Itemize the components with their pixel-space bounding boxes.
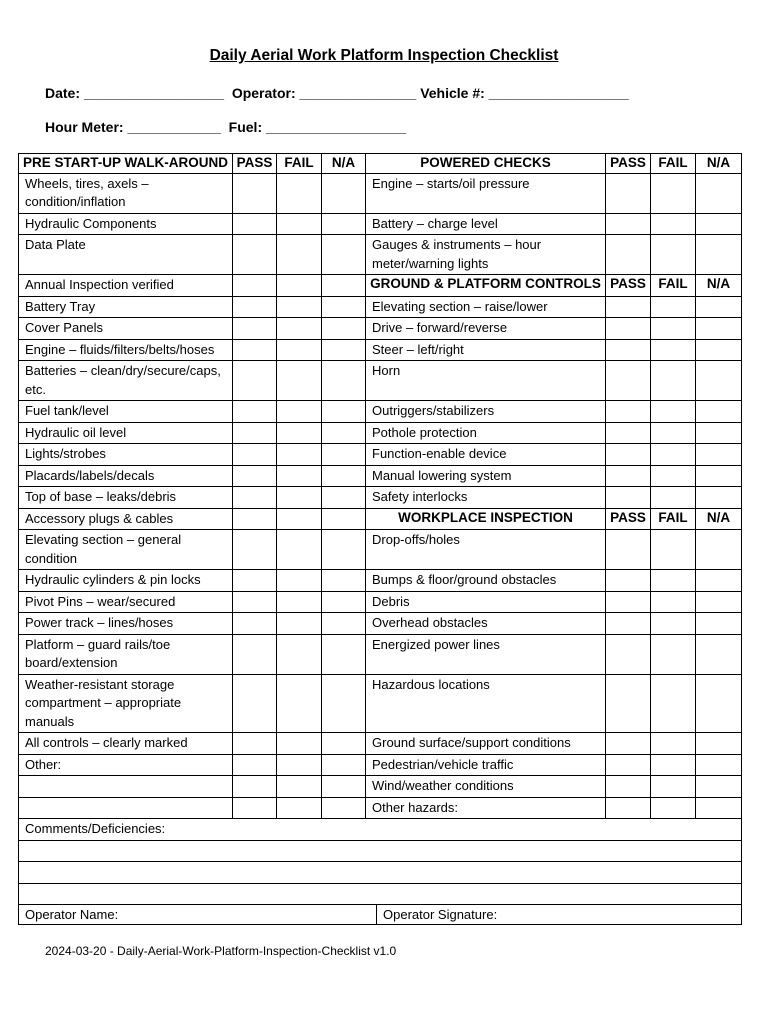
pass-header: PASS — [606, 154, 651, 174]
table-row — [19, 591, 742, 613]
workplace-header: WORKPLACE INSPECTION — [366, 508, 606, 530]
left-pass-box[interactable] — [233, 776, 277, 798]
right-na-box[interactable] — [696, 487, 742, 509]
left-pass-box[interactable] — [233, 296, 277, 318]
right-na-box[interactable] — [696, 634, 742, 674]
left-fail-box[interactable] — [277, 465, 322, 487]
fail-header: FAIL — [277, 154, 322, 174]
left-fail-box[interactable] — [277, 401, 322, 423]
right-fail-box[interactable] — [651, 754, 696, 776]
right-na-box[interactable] — [696, 361, 742, 401]
table-row — [19, 570, 742, 592]
left-fail-box[interactable] — [277, 570, 322, 592]
right-item-label: Outriggers/stabilizers — [366, 401, 606, 423]
left-pass-box[interactable] — [233, 570, 277, 592]
left-fail-box[interactable] — [277, 733, 322, 755]
right-pass-box[interactable] — [606, 674, 651, 733]
left-na-box[interactable] — [322, 613, 366, 635]
left-na-box[interactable] — [322, 776, 366, 798]
ground-platform-header: GROUND & PLATFORM CONTROLS — [366, 275, 606, 297]
left-na-box[interactable] — [322, 530, 366, 570]
right-item-label: Drop-offs/holes — [366, 530, 606, 570]
comments-line — [19, 862, 742, 884]
right-na-box[interactable] — [696, 401, 742, 423]
right-item-label: Horn — [366, 361, 606, 401]
left-na-box[interactable] — [322, 318, 366, 340]
left-pass-box[interactable] — [233, 422, 277, 444]
right-fail-box[interactable] — [651, 465, 696, 487]
left-na-box[interactable] — [322, 733, 366, 755]
left-item-label: Hydraulic oil level — [19, 422, 233, 444]
document-footer: 2024-03-20 - Daily-Aerial-Work-Platform-Inspection-Checklist v1.0 — [45, 944, 397, 958]
right-item-label: Engine – starts/oil pressure — [366, 173, 606, 213]
right-na-box[interactable] — [696, 591, 742, 613]
right-item-label: Wind/weather conditions — [366, 776, 606, 798]
na-header: N/A — [322, 154, 366, 174]
right-fail-box[interactable] — [651, 401, 696, 423]
table-row — [19, 422, 742, 444]
right-na-box[interactable] — [696, 465, 742, 487]
right-pass-box[interactable] — [606, 530, 651, 570]
signature-row — [19, 905, 742, 925]
right-item-label: Hazardous locations — [366, 674, 606, 733]
table-row — [19, 674, 742, 733]
left-na-box[interactable] — [322, 422, 366, 444]
comments-input-line[interactable] — [19, 840, 742, 862]
left-pass-box[interactable] — [233, 235, 277, 275]
left-item-label: Accessory plugs & cables — [19, 508, 233, 530]
right-fail-box[interactable] — [651, 444, 696, 466]
table-row — [19, 213, 742, 235]
left-fail-box[interactable] — [277, 754, 322, 776]
left-fail-box[interactable] — [277, 173, 322, 213]
right-na-box[interactable] — [696, 339, 742, 361]
right-pass-box[interactable] — [606, 634, 651, 674]
left-na-box[interactable] — [322, 361, 366, 401]
left-na-box[interactable] — [322, 754, 366, 776]
table-row — [19, 733, 742, 755]
right-item-label: Pedestrian/vehicle traffic — [366, 754, 606, 776]
left-pass-box[interactable] — [233, 797, 277, 819]
right-fail-box[interactable] — [651, 235, 696, 275]
right-item-label: Other hazards: — [366, 797, 606, 819]
comments-label: Comments/Deficiencies: — [19, 819, 742, 841]
right-pass-box[interactable] — [606, 465, 651, 487]
left-item-label: Annual Inspection verified — [19, 275, 233, 297]
table-row — [19, 235, 742, 275]
signature-table — [18, 904, 742, 925]
table-row — [19, 401, 742, 423]
table-header-row — [19, 154, 742, 174]
left-na-box[interactable] — [322, 275, 366, 297]
right-pass-box[interactable] — [606, 776, 651, 798]
left-fail-box[interactable] — [277, 275, 322, 297]
left-fail-box[interactable] — [277, 776, 322, 798]
header-fields-row-2 — [45, 119, 406, 135]
left-item-label: Top of base – leaks/debris — [19, 487, 233, 509]
left-pass-box[interactable] — [233, 401, 277, 423]
table-row — [19, 275, 742, 297]
right-item-label: Gauges & instruments – hour meter/warning lights — [366, 235, 606, 275]
checklist-table — [18, 153, 742, 905]
right-fail-box[interactable] — [651, 634, 696, 674]
right-fail-box[interactable] — [651, 422, 696, 444]
left-fail-box[interactable] — [277, 508, 322, 530]
comments-line — [19, 840, 742, 862]
na-header: N/A — [696, 508, 742, 530]
left-na-box[interactable] — [322, 401, 366, 423]
left-item-label: Fuel tank/level — [19, 401, 233, 423]
table-row — [19, 487, 742, 509]
table-row — [19, 613, 742, 635]
right-na-box[interactable] — [696, 444, 742, 466]
left-pass-box[interactable] — [233, 591, 277, 613]
comments-line — [19, 883, 742, 905]
right-fail-box[interactable] — [651, 318, 696, 340]
right-item-label: Energized power lines — [366, 634, 606, 674]
left-item-label: Cover Panels — [19, 318, 233, 340]
table-row — [19, 634, 742, 674]
left-pass-box[interactable] — [233, 465, 277, 487]
left-item-label: Weather-resistant storage compartment – appropriate manuals — [19, 674, 233, 733]
left-fail-box[interactable] — [277, 444, 322, 466]
left-item-label: Hydraulic cylinders & pin locks — [19, 570, 233, 592]
operator-name-field[interactable]: Operator Name: — [19, 905, 377, 925]
left-fail-box[interactable] — [277, 361, 322, 401]
document-title: Daily Aerial Work Platform Inspection Checklist — [209, 47, 559, 64]
operator-signature-field[interactable]: Operator Signature: — [377, 905, 742, 925]
table-row — [19, 508, 742, 530]
left-fail-box[interactable] — [277, 235, 322, 275]
left-na-box[interactable] — [322, 296, 366, 318]
left-pass-box[interactable] — [233, 275, 277, 297]
left-fail-box[interactable] — [277, 797, 322, 819]
hour-meter-field[interactable]: Hour Meter: ____________ — [45, 119, 221, 135]
comments-input-line[interactable] — [19, 862, 742, 884]
left-na-box[interactable] — [322, 339, 366, 361]
left-na-box[interactable] — [322, 444, 366, 466]
right-item-label: Steer – left/right — [366, 339, 606, 361]
right-pass-box[interactable] — [606, 173, 651, 213]
right-fail-box[interactable] — [651, 361, 696, 401]
right-pass-box[interactable] — [606, 401, 651, 423]
left-fail-box[interactable] — [277, 296, 322, 318]
fuel-field[interactable]: Fuel: __________________ — [228, 119, 407, 135]
left-pass-box[interactable] — [233, 173, 277, 213]
right-pass-box[interactable] — [606, 487, 651, 509]
left-item-label: Elevating section – general condition — [19, 530, 233, 570]
left-pass-box[interactable] — [233, 487, 277, 509]
right-pass-box[interactable] — [606, 339, 651, 361]
left-item-label — [19, 797, 233, 819]
right-na-box[interactable] — [696, 422, 742, 444]
right-fail-box[interactable] — [651, 613, 696, 635]
right-na-box[interactable] — [696, 213, 742, 235]
fail-header: FAIL — [651, 154, 696, 174]
left-fail-box[interactable] — [277, 318, 322, 340]
right-pass-box[interactable] — [606, 591, 651, 613]
left-pass-box[interactable] — [233, 339, 277, 361]
left-item-label: Hydraulic Components — [19, 213, 233, 235]
left-pass-box[interactable] — [233, 754, 277, 776]
right-item-label: Overhead obstacles — [366, 613, 606, 635]
table-row — [19, 776, 742, 798]
right-fail-box[interactable] — [651, 733, 696, 755]
left-pass-box[interactable] — [233, 508, 277, 530]
left-na-box[interactable] — [322, 591, 366, 613]
vehicle-field[interactable]: Vehicle #: __________________ — [420, 85, 629, 101]
right-pass-box[interactable] — [606, 733, 651, 755]
left-item-label: Other: — [19, 754, 233, 776]
right-fail-box[interactable] — [651, 570, 696, 592]
left-item-label: All controls – clearly marked — [19, 733, 233, 755]
left-fail-box[interactable] — [277, 213, 322, 235]
right-item-label: Debris — [366, 591, 606, 613]
right-fail-box[interactable] — [651, 591, 696, 613]
table-row — [19, 296, 742, 318]
left-fail-box[interactable] — [277, 591, 322, 613]
pass-header: PASS — [606, 275, 651, 297]
right-fail-box[interactable] — [651, 173, 696, 213]
left-pass-box[interactable] — [233, 444, 277, 466]
right-item-label: Drive – forward/reverse — [366, 318, 606, 340]
right-fail-box[interactable] — [651, 296, 696, 318]
left-fail-box[interactable] — [277, 634, 322, 674]
right-na-box[interactable] — [696, 754, 742, 776]
left-item-label: Data Plate — [19, 235, 233, 275]
pre-start-header: PRE START-UP WALK-AROUND — [19, 154, 233, 174]
right-na-box[interactable] — [696, 613, 742, 635]
left-na-box[interactable] — [322, 570, 366, 592]
right-fail-box[interactable] — [651, 530, 696, 570]
right-pass-box[interactable] — [606, 235, 651, 275]
left-pass-box[interactable] — [233, 674, 277, 733]
table-row — [19, 318, 742, 340]
left-fail-box[interactable] — [277, 613, 322, 635]
right-fail-box[interactable] — [651, 487, 696, 509]
right-na-box[interactable] — [696, 235, 742, 275]
right-pass-box[interactable] — [606, 296, 651, 318]
left-na-box[interactable] — [322, 487, 366, 509]
left-item-label — [19, 776, 233, 798]
na-header: N/A — [696, 154, 742, 174]
fail-header: FAIL — [651, 275, 696, 297]
date-field[interactable]: Date: __________________ — [45, 85, 225, 101]
left-item-label: Battery Tray — [19, 296, 233, 318]
comments-row — [19, 819, 742, 841]
left-pass-box[interactable] — [233, 530, 277, 570]
left-pass-box[interactable] — [233, 733, 277, 755]
right-fail-box[interactable] — [651, 776, 696, 798]
right-item-label: Battery – charge level — [366, 213, 606, 235]
table-row — [19, 530, 742, 570]
left-pass-box[interactable] — [233, 613, 277, 635]
left-pass-box[interactable] — [233, 361, 277, 401]
left-fail-box[interactable] — [277, 339, 322, 361]
right-na-box[interactable] — [696, 318, 742, 340]
left-fail-box[interactable] — [277, 422, 322, 444]
right-na-box[interactable] — [696, 797, 742, 819]
left-item-label: Platform – guard rails/toe board/extension — [19, 634, 233, 674]
right-item-label: Safety interlocks — [366, 487, 606, 509]
right-na-box[interactable] — [696, 296, 742, 318]
left-item-label: Pivot Pins – wear/secured — [19, 591, 233, 613]
right-pass-box[interactable] — [606, 318, 651, 340]
left-fail-box[interactable] — [277, 487, 322, 509]
right-pass-box[interactable] — [606, 797, 651, 819]
right-pass-box[interactable] — [606, 570, 651, 592]
left-na-box[interactable] — [322, 634, 366, 674]
right-pass-box[interactable] — [606, 361, 651, 401]
right-na-box[interactable] — [696, 776, 742, 798]
table-row — [19, 173, 742, 213]
right-na-box[interactable] — [696, 530, 742, 570]
right-fail-box[interactable] — [651, 213, 696, 235]
left-item-label: Wheels, tires, axels – condition/inflation — [19, 173, 233, 213]
left-na-box[interactable] — [322, 465, 366, 487]
left-fail-box[interactable] — [277, 674, 322, 733]
left-pass-box[interactable] — [233, 318, 277, 340]
na-header: N/A — [696, 275, 742, 297]
right-item-label: Bumps & floor/ground obstacles — [366, 570, 606, 592]
operator-field[interactable]: Operator: _______________ — [231, 85, 417, 101]
right-item-label: Function-enable device — [366, 444, 606, 466]
right-item-label: Ground surface/support conditions — [366, 733, 606, 755]
right-pass-box[interactable] — [606, 613, 651, 635]
right-fail-box[interactable] — [651, 339, 696, 361]
comments-input-line[interactable] — [19, 883, 742, 905]
left-item-label: Engine – fluids/filters/belts/hoses — [19, 339, 233, 361]
pass-header: PASS — [233, 154, 277, 174]
table-row — [19, 339, 742, 361]
table-row — [19, 754, 742, 776]
left-na-box[interactable] — [322, 797, 366, 819]
right-fail-box[interactable] — [651, 797, 696, 819]
left-na-box[interactable] — [322, 508, 366, 530]
left-item-label: Placards/labels/decals — [19, 465, 233, 487]
pass-header: PASS — [606, 508, 651, 530]
table-row — [19, 361, 742, 401]
right-item-label: Manual lowering system — [366, 465, 606, 487]
right-pass-box[interactable] — [606, 754, 651, 776]
left-item-label: Batteries – clean/dry/secure/caps, etc. — [19, 361, 233, 401]
left-fail-box[interactable] — [277, 530, 322, 570]
left-pass-box[interactable] — [233, 634, 277, 674]
right-na-box[interactable] — [696, 570, 742, 592]
right-pass-box[interactable] — [606, 444, 651, 466]
right-pass-box[interactable] — [606, 422, 651, 444]
left-pass-box[interactable] — [233, 213, 277, 235]
header-fields-row-1 — [45, 85, 629, 101]
left-na-box[interactable] — [322, 213, 366, 235]
right-item-label: Elevating section – raise/lower — [366, 296, 606, 318]
right-pass-box[interactable] — [606, 213, 651, 235]
fail-header: FAIL — [651, 508, 696, 530]
right-item-label: Pothole protection — [366, 422, 606, 444]
right-fail-box[interactable] — [651, 674, 696, 733]
left-na-box[interactable] — [322, 674, 366, 733]
left-na-box[interactable] — [322, 173, 366, 213]
right-na-box[interactable] — [696, 674, 742, 733]
powered-checks-header: POWERED CHECKS — [366, 154, 606, 174]
right-na-box[interactable] — [696, 733, 742, 755]
left-item-label: Power track – lines/hoses — [19, 613, 233, 635]
left-na-box[interactable] — [322, 235, 366, 275]
table-row — [19, 465, 742, 487]
right-na-box[interactable] — [696, 173, 742, 213]
left-item-label: Lights/strobes — [19, 444, 233, 466]
table-row — [19, 797, 742, 819]
table-row — [19, 444, 742, 466]
